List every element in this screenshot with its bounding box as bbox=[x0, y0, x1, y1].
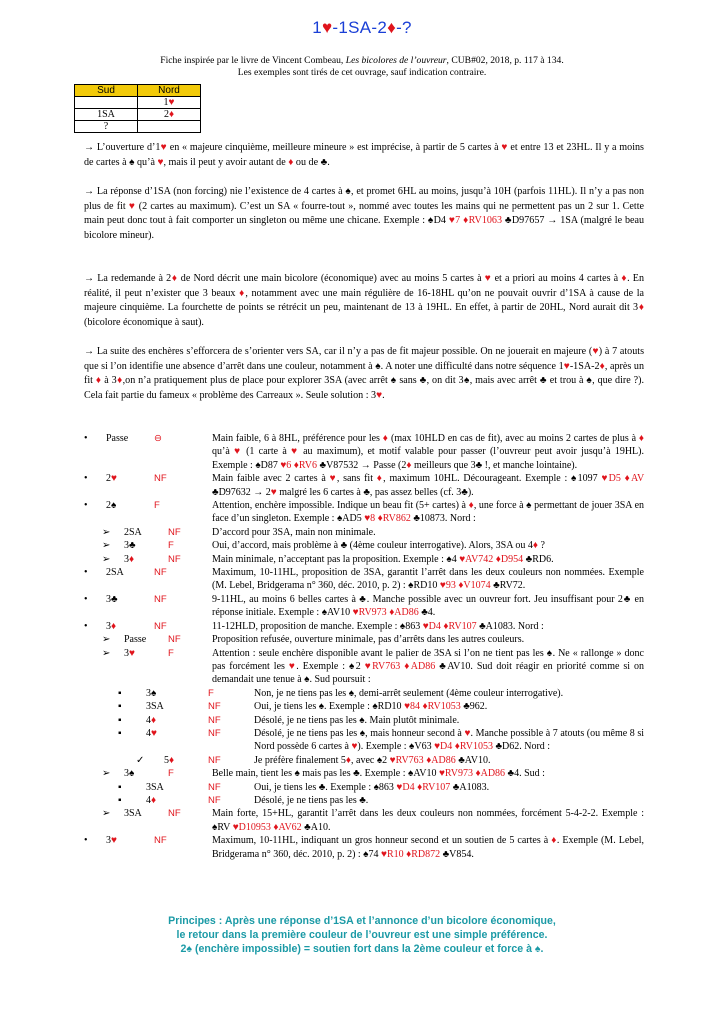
bid-item bbox=[84, 794, 644, 807]
auction-cell: 1SA bbox=[75, 109, 138, 121]
bid-item bbox=[84, 593, 644, 620]
forcing-tag: NF bbox=[208, 714, 221, 726]
auction-cell bbox=[75, 97, 138, 109]
bid-item bbox=[84, 553, 644, 566]
bid-item bbox=[84, 566, 644, 593]
bid-label: 3♦ bbox=[124, 553, 135, 565]
bid-item bbox=[84, 687, 644, 700]
forcing-tag: NF bbox=[154, 567, 167, 579]
bullet-marker: • bbox=[84, 835, 88, 847]
bid-label: 3♣ bbox=[106, 593, 118, 605]
bid-item bbox=[84, 499, 644, 526]
bullet-marker: ▪ bbox=[118, 714, 122, 726]
bid-label: 4♦ bbox=[146, 794, 157, 806]
bullet-marker: ▪ bbox=[118, 701, 122, 713]
bid-description: Main forte, 15+HL, garantit l’arrêt dans les deux couleurs non nommées, forcément 5-4-2-2. Exemple : ♠RV ♥D10953 ♦AV62 ♣A10. bbox=[212, 808, 644, 833]
bullet-marker: • bbox=[84, 433, 88, 444]
bid-description: Attention : seule enchère disponible avant le palier de 3SA si l’on ne tient pas les ♠. Ne « rallonge » donc pas forcément les ♥. Exemple : ♠2 ♥RV763 ♦AD86 ♣AV10. Sud doit réagir en priorité comme si on demandait une tenue à ♠. Sud poursuit : bbox=[212, 647, 645, 686]
bid-label: 2SA bbox=[106, 567, 124, 579]
bid-label: 3♥ bbox=[106, 835, 117, 847]
principes-line: 2♠ (enchère impossible) = soutien fort dans la 2ème couleur et force à ♠. bbox=[180, 943, 544, 955]
forcing-tag: NF bbox=[168, 634, 181, 646]
bullet-marker: ▪ bbox=[118, 687, 122, 699]
bid-description: 11-12HLD, proposition de manche. Exemple : ♠863 ♥D4 ♦RV107 ♣A1083. Nord : bbox=[212, 620, 544, 632]
bid-label: 3♦ bbox=[106, 620, 117, 632]
bid-description: Main minimale, n’acceptant pas la proposition. Exemple : ♠4 ♥AV742 ♦D954 ♣RD6. bbox=[212, 553, 554, 565]
bid-label: 2SA bbox=[124, 526, 142, 538]
bid-description: Main faible avec 2 cartes à ♥, sans fit ♦, maximum 10HL. Décourageant. Exemple : ♠1097 ♥D5 ♦AV ♣D97632 → 2♥ malgré les 6 cartes à ♣, pas assez belles (cf. 3♣). bbox=[212, 473, 645, 498]
bid-item bbox=[84, 834, 644, 861]
bid-description: D’accord pour 3SA, main non minimale. bbox=[212, 526, 376, 538]
forcing-tag: NF bbox=[208, 794, 221, 806]
bid-item bbox=[84, 539, 644, 552]
paragraph-suite: → La suite des enchères s’efforcera de s’orienter vers SA, car il n’y a pas de fit majeur possible. On ne jouerait en majeure (♥) à 7 atouts que si l’on identifie une absence d’arrêt dans une couleur, notamment à ♠. A noter une difficulté dans notre séquence 1♥-1SA-2♦, après un fit ♦ à 3♦,on n’a pratiquement plus de place pour explorer 3SA (avec arrêt ♠ sans ♣, on dit 3♠, mais avec arrêt ♣ et trou à ♠, que dire ?). Cela fait partie du fameux « problème des Carreaux ». Seule solution : 3♥. bbox=[84, 346, 645, 401]
bullet-marker: • bbox=[84, 500, 88, 512]
bid-item bbox=[84, 767, 644, 780]
forcing-tag: NF bbox=[208, 727, 221, 739]
bullet-marker: ➢ bbox=[102, 553, 111, 565]
bid-label: 3♠ bbox=[124, 768, 135, 780]
bid-label: 3SA bbox=[146, 701, 164, 713]
bid-label: 2♥ bbox=[106, 473, 117, 485]
bullet-marker: ➢ bbox=[102, 526, 111, 538]
bid-description: Désolé, je ne tiens pas les ♠. Main plutôt minimale. bbox=[254, 714, 460, 726]
bid-description: Non, je ne tiens pas les ♠, demi-arrêt seulement (4ème couleur interrogative). bbox=[254, 687, 564, 699]
bullet-marker: • bbox=[84, 473, 88, 485]
auction-table bbox=[74, 84, 201, 133]
bullet-marker: ➢ bbox=[102, 540, 111, 552]
forcing-tag: F bbox=[154, 500, 160, 512]
forcing-tag: ⊖ bbox=[154, 433, 162, 444]
bid-description: Attention, enchère impossible. Indique un beau fit (5+ cartes) à ♦, une force à ♠ permettant de jouer 3SA en face d’un singleton. Exemple : ♠AD5 ♥8 ♦RV862 ♣10873. Nord : bbox=[212, 500, 645, 525]
bid-item bbox=[84, 472, 644, 499]
bullet-marker: ➢ bbox=[102, 808, 111, 820]
forcing-tag: NF bbox=[168, 526, 181, 538]
forcing-tag: NF bbox=[168, 553, 181, 565]
bid-label: 3SA bbox=[124, 808, 142, 820]
forcing-tag: F bbox=[208, 687, 214, 699]
bid-label: Passe bbox=[124, 634, 147, 646]
forcing-tag: NF bbox=[154, 835, 167, 847]
bid-label: 5♦ bbox=[164, 754, 175, 766]
forcing-tag: NF bbox=[154, 473, 167, 485]
auction-cell: ? bbox=[75, 121, 138, 133]
bid-label: 3♥ bbox=[124, 647, 135, 659]
bid-description: Maximum, 10-11HL, proposition de 3SA, garantit l’arrêt dans les deux couleurs non nommées. Exemple (M. Lebel, Bridgerama n° 360, déc. 2010, p. 2) : ♠RD10 ♥93 ♦V1074 ♣RV72. bbox=[212, 567, 644, 592]
page-title: 1♥-1SA-2♦-? bbox=[312, 18, 412, 37]
bid-description: 9-11HL, au moins 6 belles cartes à ♣. Manche possible avec un ouvreur fort. Jeu insuffisant pour 2♣ en réponse initiale. Exemple : ♠AV10 ♥RV973 ♦AD86 ♣4. bbox=[212, 593, 644, 619]
bullet-marker: • bbox=[84, 593, 88, 605]
bid-label: 3♣ bbox=[124, 540, 136, 552]
bid-label: 3♠ bbox=[146, 687, 157, 699]
forcing-tag: NF bbox=[208, 701, 221, 713]
paragraph-ouverture: → L’ouverture d’1♥ en « majeure cinquième, meilleure mineure » est imprécise, à partir de 5 cartes à ♥ et entre 13 et 23HL. Il y a moins de cartes à ♠ qu’à ♥, mais il peut y avoir autant de ♦ ou de ♣. bbox=[84, 142, 644, 168]
bid-description: Désolé, je ne tiens pas les ♣. bbox=[254, 794, 369, 806]
bid-item bbox=[84, 700, 644, 713]
forcing-tag: NF bbox=[208, 781, 221, 793]
auction-cell: 1♥ bbox=[138, 97, 201, 109]
bullet-marker: ➢ bbox=[102, 768, 111, 780]
bullet-marker: ▪ bbox=[118, 794, 122, 806]
auction-header-nord: Nord bbox=[138, 85, 201, 97]
forcing-tag: NF bbox=[208, 754, 221, 766]
bid-label: 3SA bbox=[146, 781, 164, 793]
bid-item bbox=[84, 620, 644, 633]
principes-box bbox=[0, 914, 724, 956]
bid-item bbox=[84, 714, 644, 727]
bullet-marker: ▪ bbox=[118, 781, 122, 793]
auction-cell bbox=[138, 121, 201, 133]
bid-label: Passe bbox=[106, 433, 129, 444]
bid-item bbox=[84, 727, 644, 754]
paragraph-reponse: → La réponse d’1SA (non forcing) nie l’existence de 4 cartes à ♠, et promet 6HL au moins, jusqu’à 10H (parfois 11HL). Il n’y a pas non plus de fit ♥ (2 cartes au maximum). C’est un SA « fourre-tout », nommé avec toutes les mains qui ne permettent pas un 2 sur 1. Cette main peut donc tout à fait comporter un singleton ou même une chicane. Exemple : ♠D4 ♥7 ♦RV1063 ♣D97657 → 1SA (malgré le beau bicolore mineur). bbox=[84, 186, 645, 241]
forcing-tag: NF bbox=[154, 593, 167, 605]
bid-label: 4♥ bbox=[146, 727, 157, 739]
bid-description: Maximum, 10-11HL, indiquant un gros honneur second et un soutien de 5 cartes à ♦. Exemple (M. Lebel, Bridgerama n° 360, déc. 2010, p. 2) : ♠74 ♥R10 ♦RD872 ♣V854. bbox=[212, 835, 644, 860]
bid-item bbox=[84, 807, 644, 834]
bullet-marker: ✓ bbox=[136, 754, 145, 766]
bid-item bbox=[84, 432, 644, 472]
principes-line: Principes : Après une réponse d’1SA et l’annonce d’un bicolore économique, bbox=[168, 915, 556, 927]
bid-description: Désolé, je ne tiens pas les ♠, mais honneur second à ♥. Manche possible à 7 atouts (ou même 8 si Nord possède 6 cartes à ♥). Exemple : ♠V63 ♥D4 ♦RV1053 ♣D62. Nord : bbox=[254, 727, 644, 753]
auction-header-sud: Sud bbox=[75, 85, 138, 97]
bullet-marker: ▪ bbox=[118, 727, 122, 739]
subtitle: Fiche inspirée par le livre de Vincent Combeau, Les bicolores de l’ouvreur, CUB#02, 2018, p. 117 à 134. Les exemples sont tirés de cet ouvrage, sauf indication contraire. bbox=[160, 55, 564, 78]
bid-label: 4♦ bbox=[146, 714, 157, 726]
bid-item bbox=[84, 633, 644, 646]
forcing-tag: F bbox=[168, 647, 174, 659]
bid-description: Oui, d’accord, mais problème à ♣ (4ème couleur interrogative). Alors, 3SA ou 4♦ ? bbox=[212, 540, 545, 552]
paragraph-redemande: → La redemande à 2♦ de Nord décrit une main bicolore (économique) avec au moins 5 cartes à ♥ et a priori au moins 4 cartes à ♦. En réalité, il peut n’exister que 3 beaux ♦, notamment avec une main régulière de 16-18HL qu’on ne pouvait ouvrir d’1SA à cause de la majeure cinquième. La fourchette de points se rétrécit un peu, maintenant de 13 à 19HL. En effet, à partir de 20HL, Nord aurait dit 3♦ (bicolore économique à saut). bbox=[84, 273, 645, 328]
bid-item bbox=[84, 781, 644, 794]
bid-description: Proposition refusée, ouverture minimale, pas d’arrêts dans les autres couleurs. bbox=[212, 634, 525, 646]
bid-label: 2♠ bbox=[106, 500, 117, 512]
bid-description: Je préfère finalement 5♦, avec ♠2 ♥RV763 ♦AD86 ♣AV10. bbox=[254, 754, 491, 766]
forcing-tag: NF bbox=[168, 808, 181, 820]
bids-list bbox=[84, 432, 644, 861]
principes-line: le retour dans la première couleur de l’ouvreur est une simple préférence. bbox=[176, 929, 548, 941]
bullet-marker: • bbox=[84, 620, 88, 632]
auction-cell: 2♦ bbox=[138, 109, 201, 121]
bid-item bbox=[84, 526, 644, 539]
bid-description: Belle main, tient les ♠ mais pas les ♣. Exemple : ♠AV10 ♥RV973 ♦AD86 ♣4. Sud : bbox=[212, 768, 545, 780]
bid-item bbox=[84, 754, 644, 767]
bullet-marker: ➢ bbox=[102, 634, 111, 646]
bid-description: Oui, je tiens les ♣. Exemple : ♠863 ♥D4 ♦RV107 ♣A1083. bbox=[254, 781, 490, 793]
bullet-marker: • bbox=[84, 567, 88, 579]
forcing-tag: NF bbox=[154, 620, 167, 632]
bid-description: Oui, je tiens les ♠. Exemple : ♠RD10 ♥84 ♦RV1053 ♣962. bbox=[254, 701, 488, 713]
bullet-marker: ➢ bbox=[102, 647, 111, 659]
forcing-tag: F bbox=[168, 768, 174, 780]
forcing-tag: F bbox=[168, 540, 174, 552]
bid-item bbox=[84, 647, 644, 687]
bid-description: Main faible, 6 à 8HL, préférence pour les ♦ (max 10HLD en cas de fit), avec au moins 2 cartes de plus à ♦ qu’à ♥ (1 carte à ♥ au maximum), et motif valable pour passer (l’ouvreur peut avoir jusqu’à 19HL). Exemple : ♠D87 ♥6 ♦RV6 ♣V87532 → Passe (2♦ meilleurs que 3♣ !, et manche lointaine). bbox=[212, 433, 645, 471]
